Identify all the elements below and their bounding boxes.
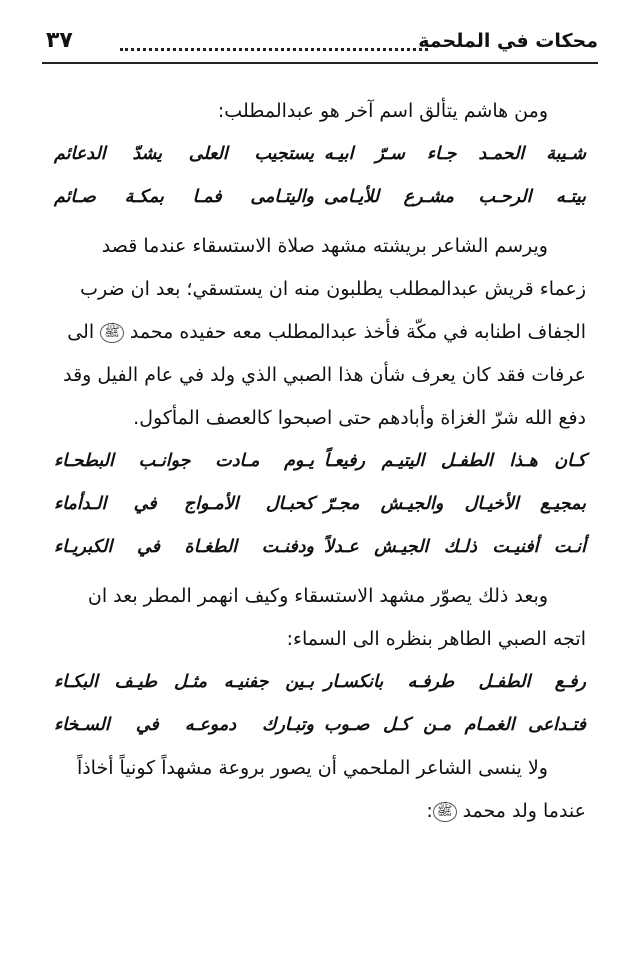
paragraph-1 (54, 225, 586, 440)
honorific-symbol: ﷺ (433, 802, 457, 822)
verse-first-hemistich: شـيبة الحمـد جـاء سـرّ ابيـه (324, 144, 586, 164)
paragraph-3 (54, 747, 586, 833)
verse-line (54, 661, 586, 704)
paragraph-line-end: : (426, 800, 433, 822)
paragraph-line-end: الى (67, 321, 95, 343)
verse-second-hemistich: واليتـامى فمـا بمكـة صـائم (54, 187, 314, 207)
page-body (54, 90, 586, 833)
verse-second-hemistich: يـوم مـادت جوانـب البطحـاء (54, 451, 314, 471)
running-title: محكات في الملحمة (418, 30, 598, 52)
verse-first-hemistich: رفـع الطفـل طرفـه بانكسـار (324, 672, 586, 692)
paragraph-line: ويرسم الشاعر بريشته مشهد صلاة الاستسقاء عندما قصد (101, 235, 548, 257)
honorific-symbol: ﷺ (100, 323, 124, 343)
verse-second-hemistich: بـين جفنيـه مثـل طيـف البكـاء (54, 672, 314, 692)
verse-line (54, 483, 586, 526)
paragraph-line: اتجه الصبي الطاهر بنظره الى السماء: (286, 628, 586, 650)
verse-second-hemistich: ودفنـت الطغـاة في الكبريـاء (54, 537, 314, 557)
paragraph-line: ولا ينسى الشاعر الملحمي أن يصور بروعة مشهداً كونياً أخاذاً (76, 757, 548, 779)
verse-line (54, 176, 586, 219)
verse-first-hemistich: أنـت أفنيـت ذلـك الجيـش عـدلاً (324, 537, 586, 557)
paragraph-line: وبعد ذلك يصوّر مشهد الاستسقاء وكيف انهمر المطر بعد ان (87, 585, 548, 607)
header-dotted-leader (120, 48, 428, 51)
verse-first-hemistich: كـان هـذا الطفـل اليتيـم رفيعـاً (324, 451, 586, 471)
verse-block-1 (54, 133, 586, 219)
paragraph-line-text: عندما ولد محمد (462, 800, 586, 822)
paragraph-line: زعماء قريش عبدالمطلب يطلبون منه ان يستسقي؛ بعد ان ضرب (80, 278, 586, 300)
page-header (42, 28, 598, 64)
verse-first-hemistich: بيتـه الرحـب مشـرع للأيـامى (324, 187, 586, 207)
verse-line (54, 133, 586, 176)
verse-second-hemistich: يستجيب العلى يشدّ الدعائم (54, 144, 314, 164)
verse-line (54, 704, 586, 747)
verse-second-hemistich: وتبـارك دموعـه في السـخاء (54, 715, 314, 735)
paragraph-line (54, 311, 586, 354)
paragraph-line (54, 790, 586, 833)
verse-line (54, 440, 586, 483)
paragraph-line: دفع الله شرّ الغزاة وأبادهم حتى اصبحوا كالعصف المأكول. (133, 407, 586, 429)
verse-second-hemistich: كحبـال الأمـواج في الـدأماء (54, 494, 314, 514)
paragraph-line-text: الجفاف اطنابه في مكّة فأخذ عبدالمطلب معه حفيده محمد (129, 321, 586, 343)
intro-line: ومن هاشم يتألق اسم آخر هو عبدالمطلب: (217, 100, 548, 122)
paragraph-2 (54, 575, 586, 661)
paragraph-line: عرفات فقد كان يعرف شأن هذا الصبي الذي ولد في عام الفيل وقد (63, 364, 586, 386)
verse-first-hemistich: فتـداعى الغمـام مـن كـل صـوب (324, 715, 586, 735)
verse-block-2 (54, 440, 586, 569)
verse-block-3 (54, 661, 586, 747)
verse-first-hemistich: بمجيـع الأخيـال والجيـش مجـرّ (324, 494, 586, 514)
verse-line (54, 526, 586, 569)
page-number: ٣٧ (46, 28, 73, 53)
